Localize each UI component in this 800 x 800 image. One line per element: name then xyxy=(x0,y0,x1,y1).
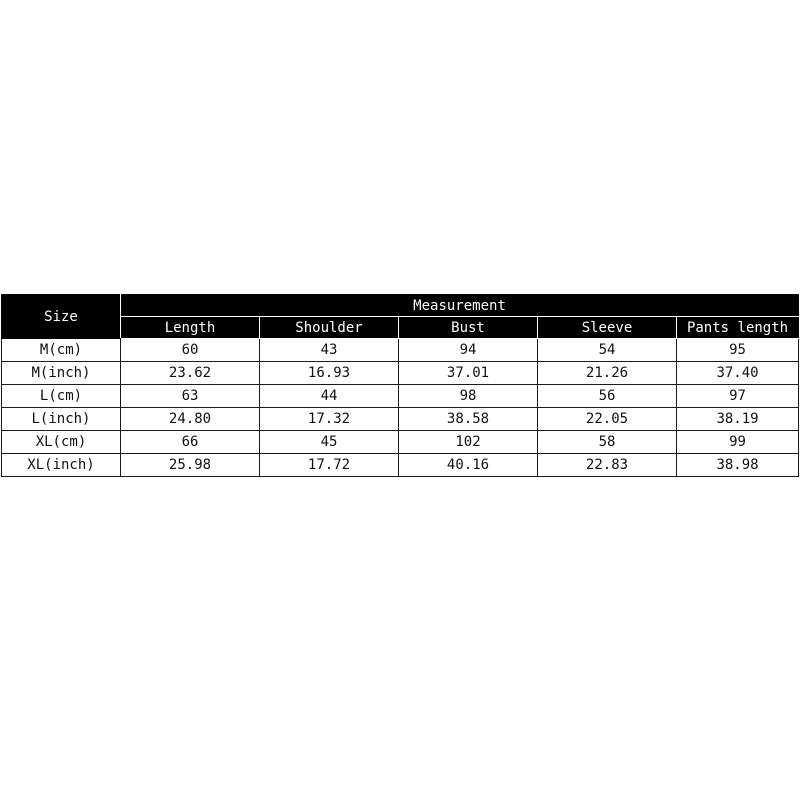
table-cell: 58 xyxy=(538,431,677,454)
table-cell: 95 xyxy=(677,339,799,362)
table-cell: 22.83 xyxy=(538,454,677,477)
table-cell: 17.32 xyxy=(260,408,399,431)
table-row xyxy=(2,431,799,454)
table-cell: 44 xyxy=(260,385,399,408)
table-cell: 25.98 xyxy=(121,454,260,477)
table-cell: 38.19 xyxy=(677,408,799,431)
table-row xyxy=(2,385,799,408)
column-header-sleeve: Sleeve xyxy=(538,317,677,339)
table-cell: 22.05 xyxy=(538,408,677,431)
table-row xyxy=(2,408,799,431)
column-header-length: Length xyxy=(121,317,260,339)
row-label: M(cm) xyxy=(2,339,121,362)
table-row xyxy=(2,339,799,362)
table-cell: 66 xyxy=(121,431,260,454)
table-cell: 37.01 xyxy=(399,362,538,385)
table-cell: 17.72 xyxy=(260,454,399,477)
table-cell: 97 xyxy=(677,385,799,408)
table-cell: 45 xyxy=(260,431,399,454)
measurement-group-header: Measurement xyxy=(121,295,799,317)
table-cell: 99 xyxy=(677,431,799,454)
row-label: M(inch) xyxy=(2,362,121,385)
table-cell: 23.62 xyxy=(121,362,260,385)
table-cell: 60 xyxy=(121,339,260,362)
table-cell: 24.80 xyxy=(121,408,260,431)
row-label: XL(cm) xyxy=(2,431,121,454)
size-chart-table xyxy=(1,294,799,477)
row-label: XL(inch) xyxy=(2,454,121,477)
table-cell: 16.93 xyxy=(260,362,399,385)
table-cell: 54 xyxy=(538,339,677,362)
table-cell: 56 xyxy=(538,385,677,408)
table-cell: 37.40 xyxy=(677,362,799,385)
table-cell: 63 xyxy=(121,385,260,408)
table-cell: 43 xyxy=(260,339,399,362)
table-cell: 21.26 xyxy=(538,362,677,385)
row-label: L(cm) xyxy=(2,385,121,408)
column-header-bust: Bust xyxy=(399,317,538,339)
table-cell: 40.16 xyxy=(399,454,538,477)
table-cell: 38.98 xyxy=(677,454,799,477)
table-cell: 94 xyxy=(399,339,538,362)
column-header-pants-length: Pants length xyxy=(677,317,799,339)
table-row xyxy=(2,362,799,385)
size-column-header: Size xyxy=(2,295,121,339)
column-header-shoulder: Shoulder xyxy=(260,317,399,339)
table-row xyxy=(2,454,799,477)
table-cell: 98 xyxy=(399,385,538,408)
table-cell: 38.58 xyxy=(399,408,538,431)
table-cell: 102 xyxy=(399,431,538,454)
row-label: L(inch) xyxy=(2,408,121,431)
